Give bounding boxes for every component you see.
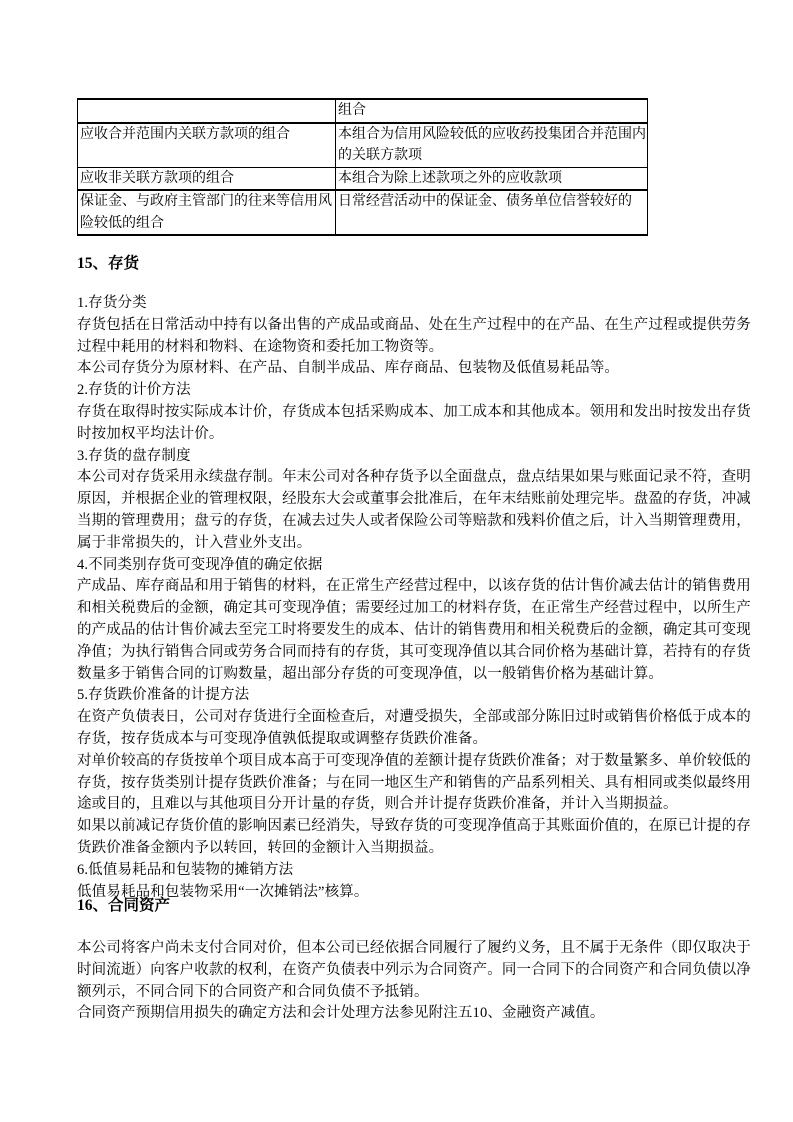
text-line: 本公司对存货采用永续盘存制。年末公司对各种存货予以全面盘点，盘点结果如果与账面记录不符，查明 — [77, 469, 751, 486]
text-line: 低值易耗品和包装物采用“一次摊销法”核算。 — [77, 883, 369, 900]
table-cell-category: 应收非关联方款项的组合 — [78, 167, 336, 190]
text-line: 本公司将客户尚未支付合同对价，但本公司已经依据合同履行了履约义务，且不属于无条件（即仅取决于 — [77, 940, 751, 956]
receivables-grouping-table — [77, 98, 648, 236]
section-body-contract-assets — [77, 938, 757, 1025]
text-line: 额列示，不同合同下的合同资产和合同负债不予抵销。 — [77, 983, 429, 1000]
text-line: 原因，并根据企业的管理权限，经股东大会或董事会批准后，在年末结账前处理完毕。盘盈的存货，冲减 — [77, 491, 751, 508]
text-line: 2.存货的计价方法 — [77, 382, 191, 399]
section-body-inventory — [77, 293, 757, 903]
table-cell-category — [78, 99, 336, 123]
table-row — [78, 99, 648, 123]
text-line: 在资产负债表日，公司对存货进行全面检查后，对遭受损失，全部或部分陈旧过时或销售价格低于成本的 — [77, 709, 751, 726]
text-line: 1.存货分类 — [77, 295, 147, 311]
text-line: 属于非常损失的，计入营业外支出。 — [77, 534, 312, 551]
text-line: 净值；为执行销售合同或劳务合同而持有的存货，其可变现净值以其合同价格为基础计算，若持有的存货 — [77, 643, 751, 660]
section-heading-contract-assets: 16、合同资产 — [77, 897, 171, 914]
table-cell-description: 本组合为除上述款项之外的应收款项 — [336, 167, 648, 190]
table-cell-category: 应收合并范围内关联方款项的组合 — [78, 123, 336, 168]
text-line: 本公司存货分为原材料、在产品、自制半成品、库存商品、包装物及低值易耗品等。 — [77, 360, 620, 377]
text-line: 的产成品的估计售价减去至完工时将要发生的成本、估计的销售费用和相关税费后的金额，确定其可变现 — [77, 621, 751, 638]
text-line: 存货包括在日常活动中持有以备出售的产成品或商品、处在生产过程中的在产品、在生产过程或提供劳务 — [77, 316, 751, 333]
text-line: 过程中耗用的材料和物料、在途物资和委托加工物资等。 — [77, 338, 444, 355]
text-line: 当期的管理费用；盘亏的存货，在减去过失人或者保险公司等赔款和残料价值之后，计入当期管理费用， — [77, 512, 751, 529]
text-line: 3.存货的盘存制度 — [77, 447, 191, 464]
text-line: 对单价较高的存货按单个项目成本高于可变现净值的差额计提存货跌价准备；对于数量繁多、单价较低的 — [77, 752, 751, 769]
text-line: 数量多于销售合同的订购数量，超出部分存货的可变现净值，以一般销售价格为基础计算。 — [77, 665, 663, 682]
table-cell-description: 日常经营活动中的保证金、债务单位信誉较好的 — [338, 194, 632, 209]
text-line: 时间流逝）向客户收款的权利，在资产负债表中列示为合同资产。同一合同下的合同资产和合同负债以净 — [77, 961, 751, 978]
text-line: 6.低值易耗品和包装物的摊销方法 — [77, 861, 294, 878]
text-line: 途或目的，且难以与其他项目分开计量的存货，则合并计提存货跌价准备，并计入当期损益。 — [77, 796, 678, 813]
text-line: 存货在取得时按实际成本计价，存货成本包括采购成本、加工成本和其他成本。领用和发出时按发出存货 — [77, 403, 751, 420]
table-cell-description: 本组合为信用风险较低的应收药投集团合并范围内的关联方款项 — [336, 123, 648, 168]
text-line: 如果以前减记存货价值的影响因素已经消失，导致存货的可变现净值高于其账面价值的，在原已计提的存 — [77, 818, 751, 835]
table-row — [78, 167, 648, 190]
text-line: 合同资产预期信用损失的确定方法和会计处理方法参见附注五10、金融资产减值。 — [77, 1005, 605, 1022]
table-row — [78, 123, 648, 168]
text-line: 产成品、库存商品和用于销售的材料，在正常生产经营过程中，以该存货的估计售价减去估计的销售费用 — [77, 578, 751, 595]
table-cell-description: 组合 — [336, 99, 648, 123]
table-cell-category: 保证金、与政府主管部门的往来等信用风险较低的组合 — [78, 190, 336, 235]
text-line: 存货，按存货成本与可变现净值孰低提取或调整存货跌价准备。 — [77, 730, 488, 747]
text-line: 和相关税费后的金额，确定其可变现净值；需要经过加工的材料存货，在正常生产经营过程中，以所生产 — [77, 600, 751, 617]
text-line: 5.存货跌价准备的计提方法 — [77, 687, 250, 704]
text-line: 货跌价准备金额内予以转回，转回的金额计入当期损益。 — [77, 839, 444, 856]
receivables-grouping-table-body — [78, 99, 648, 235]
text-line: 时按加权平均法计价。 — [77, 425, 224, 442]
section-heading-inventory: 15、存货 — [77, 255, 140, 272]
text-line: 存货，按存货类别计提存货跌价准备；与在同一地区生产和销售的产品系列相关、具有相同或类似最终用 — [77, 774, 751, 791]
text-line: 4.不同类别存货可变现净值的确定依据 — [77, 556, 323, 573]
table-row — [78, 190, 648, 235]
